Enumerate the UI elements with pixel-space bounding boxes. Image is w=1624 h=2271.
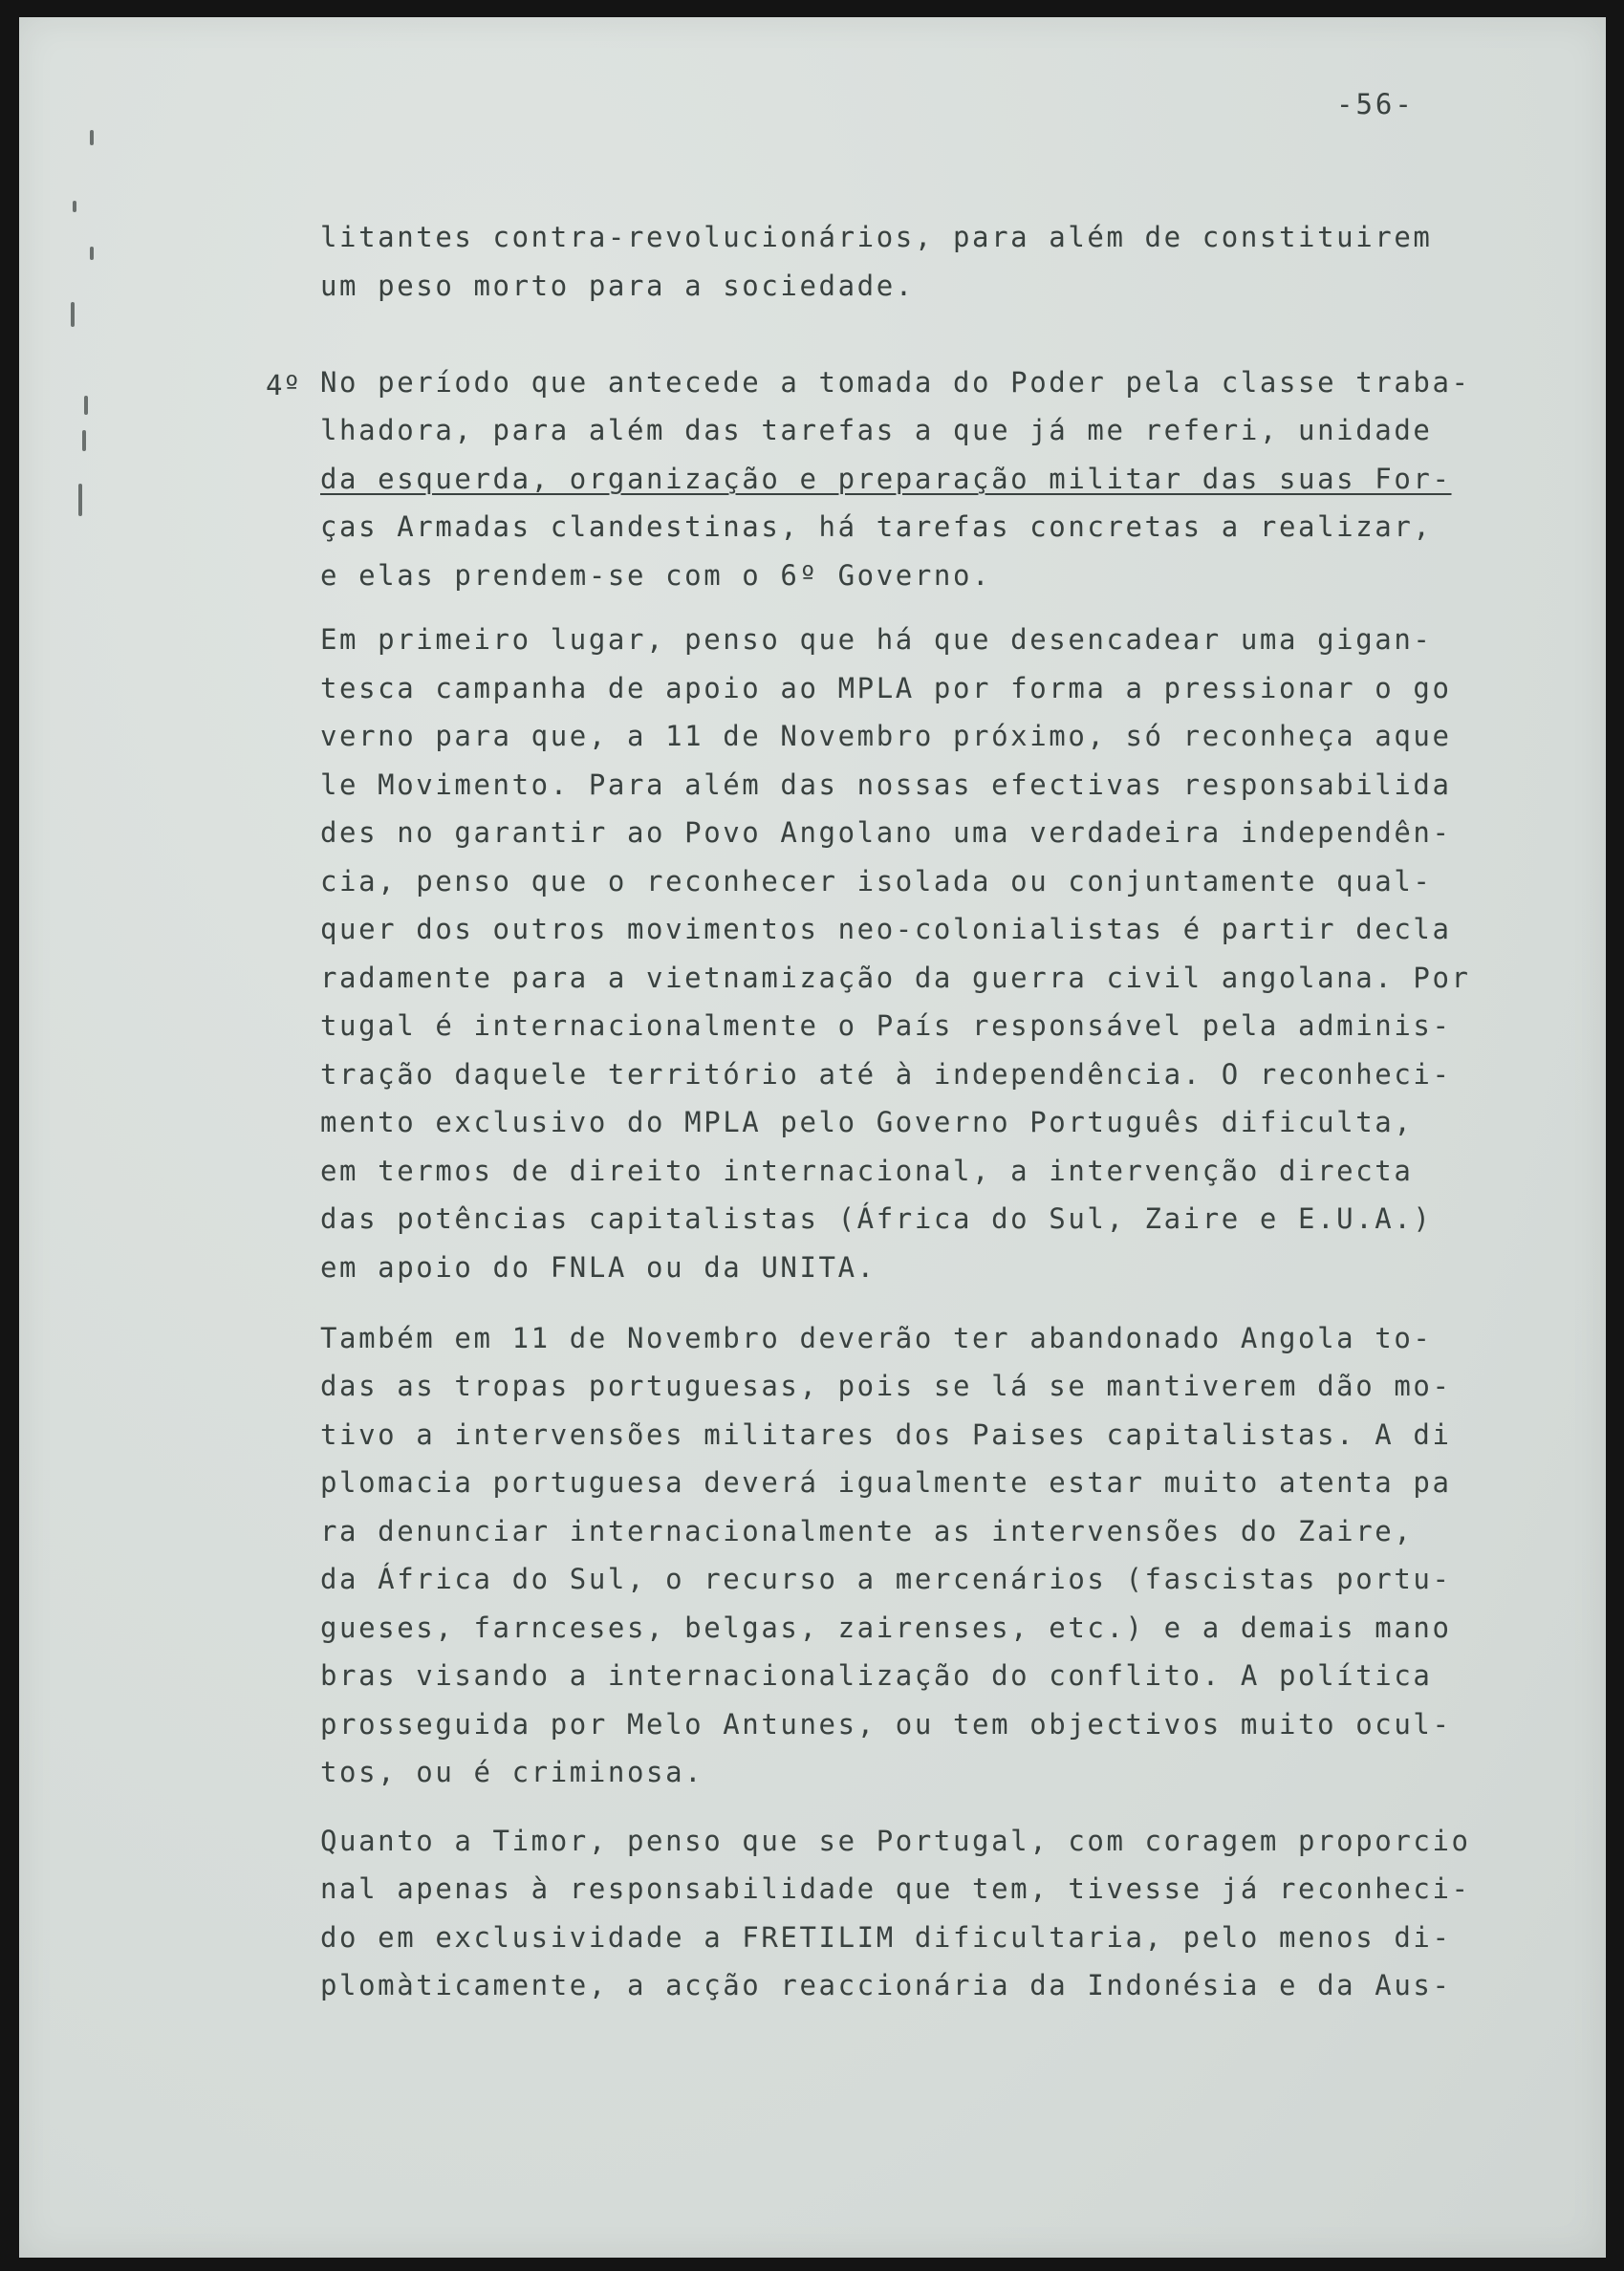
text-line: tesca campanha de apoio ao MPLA por forma a pressionar o go: [320, 672, 1452, 704]
text-line: e elas prendem-se com o 6º Governo.: [320, 559, 992, 592]
text-line: verno para que, a 11 de Novembro próximo, só reconheça aque: [320, 720, 1452, 752]
text-line: tivo a intervensões militares dos Paises capitalistas. A di: [320, 1418, 1452, 1451]
text-line: tugal é internacionalmente o País responsável pela adminis-: [320, 1009, 1452, 1042]
text-line: plomàticamente, a acção reaccionária da Indonésia e da Aus-: [320, 1969, 1452, 2001]
text-line: Também em 11 de Novembro deverão ter abandonado Angola to-: [320, 1322, 1433, 1354]
text-line: No período que antecede a tomada do Poder pela classe traba-: [320, 366, 1471, 399]
text-line: tração daquele território até à independência. O reconheci-: [320, 1058, 1452, 1091]
page-number: -56-: [1336, 88, 1415, 120]
text-line: do em exclusividade a FRETILIM dificultaria, pelo menos di-: [320, 1921, 1452, 1954]
text-line: prosseguida por Melo Antunes, ou tem objectivos muito ocul-: [320, 1708, 1452, 1741]
text-line: ra denunciar internacionalmente as intervensões do Zaire,: [320, 1515, 1414, 1547]
text-line: um peso morto para a sociedade.: [320, 270, 915, 302]
text-line: tos, ou é criminosa.: [320, 1756, 704, 1788]
text-line: da África do Sul, o recurso a mercenários (fascistas portu-: [320, 1563, 1452, 1595]
text-line: das potências capitalistas (África do Sul, Zaire e E.U.A.): [320, 1202, 1433, 1235]
text-line: des no garantir ao Povo Angolano uma verdadeira independên-: [320, 816, 1452, 849]
paragraph-marker: 4º: [266, 369, 301, 401]
text-line: da esquerda, organização e preparação militar das suas For-: [320, 463, 1452, 495]
text-line: litantes contra-revolucionários, para além de constituirem: [320, 221, 1433, 253]
text-line: em termos de direito internacional, a intervenção directa: [320, 1155, 1414, 1187]
text-line: cia, penso que o reconhecer isolada ou conjuntamente qual-: [320, 865, 1433, 898]
text-line: bras visando a internacionalização do conflito. A política: [320, 1659, 1433, 1692]
text-line: mento exclusivo do MPLA pelo Governo Português dificulta,: [320, 1106, 1414, 1138]
text-line: nal apenas à responsabilidade que tem, tivesse já reconheci-: [320, 1872, 1471, 1905]
text-line: Em primeiro lugar, penso que há que desencadear uma gigan-: [320, 623, 1433, 656]
text-line: radamente para a vietnamização da guerra civil angolana. Por: [320, 962, 1471, 994]
text-line: gueses, farnceses, belgas, zairenses, etc.) e a demais mano: [320, 1611, 1452, 1644]
text-line: Quanto a Timor, penso que se Portugal, com coragem proporcio: [320, 1825, 1471, 1857]
text-line: ças Armadas clandestinas, há tarefas concretas a realizar,: [320, 510, 1433, 543]
text-line: le Movimento. Para além das nossas efectivas responsabilida: [320, 768, 1452, 801]
text-line: plomacia portuguesa deverá igualmente estar muito atenta pa: [320, 1466, 1452, 1499]
text-line: quer dos outros movimentos neo-colonialistas é partir decla: [320, 913, 1452, 945]
text-line: lhadora, para além das tarefas a que já me referi, unidade: [320, 414, 1433, 446]
text-line: em apoio do FNLA ou da UNITA.: [320, 1251, 877, 1284]
text-line: das as tropas portuguesas, pois se lá se mantiverem dão mo-: [320, 1370, 1452, 1402]
